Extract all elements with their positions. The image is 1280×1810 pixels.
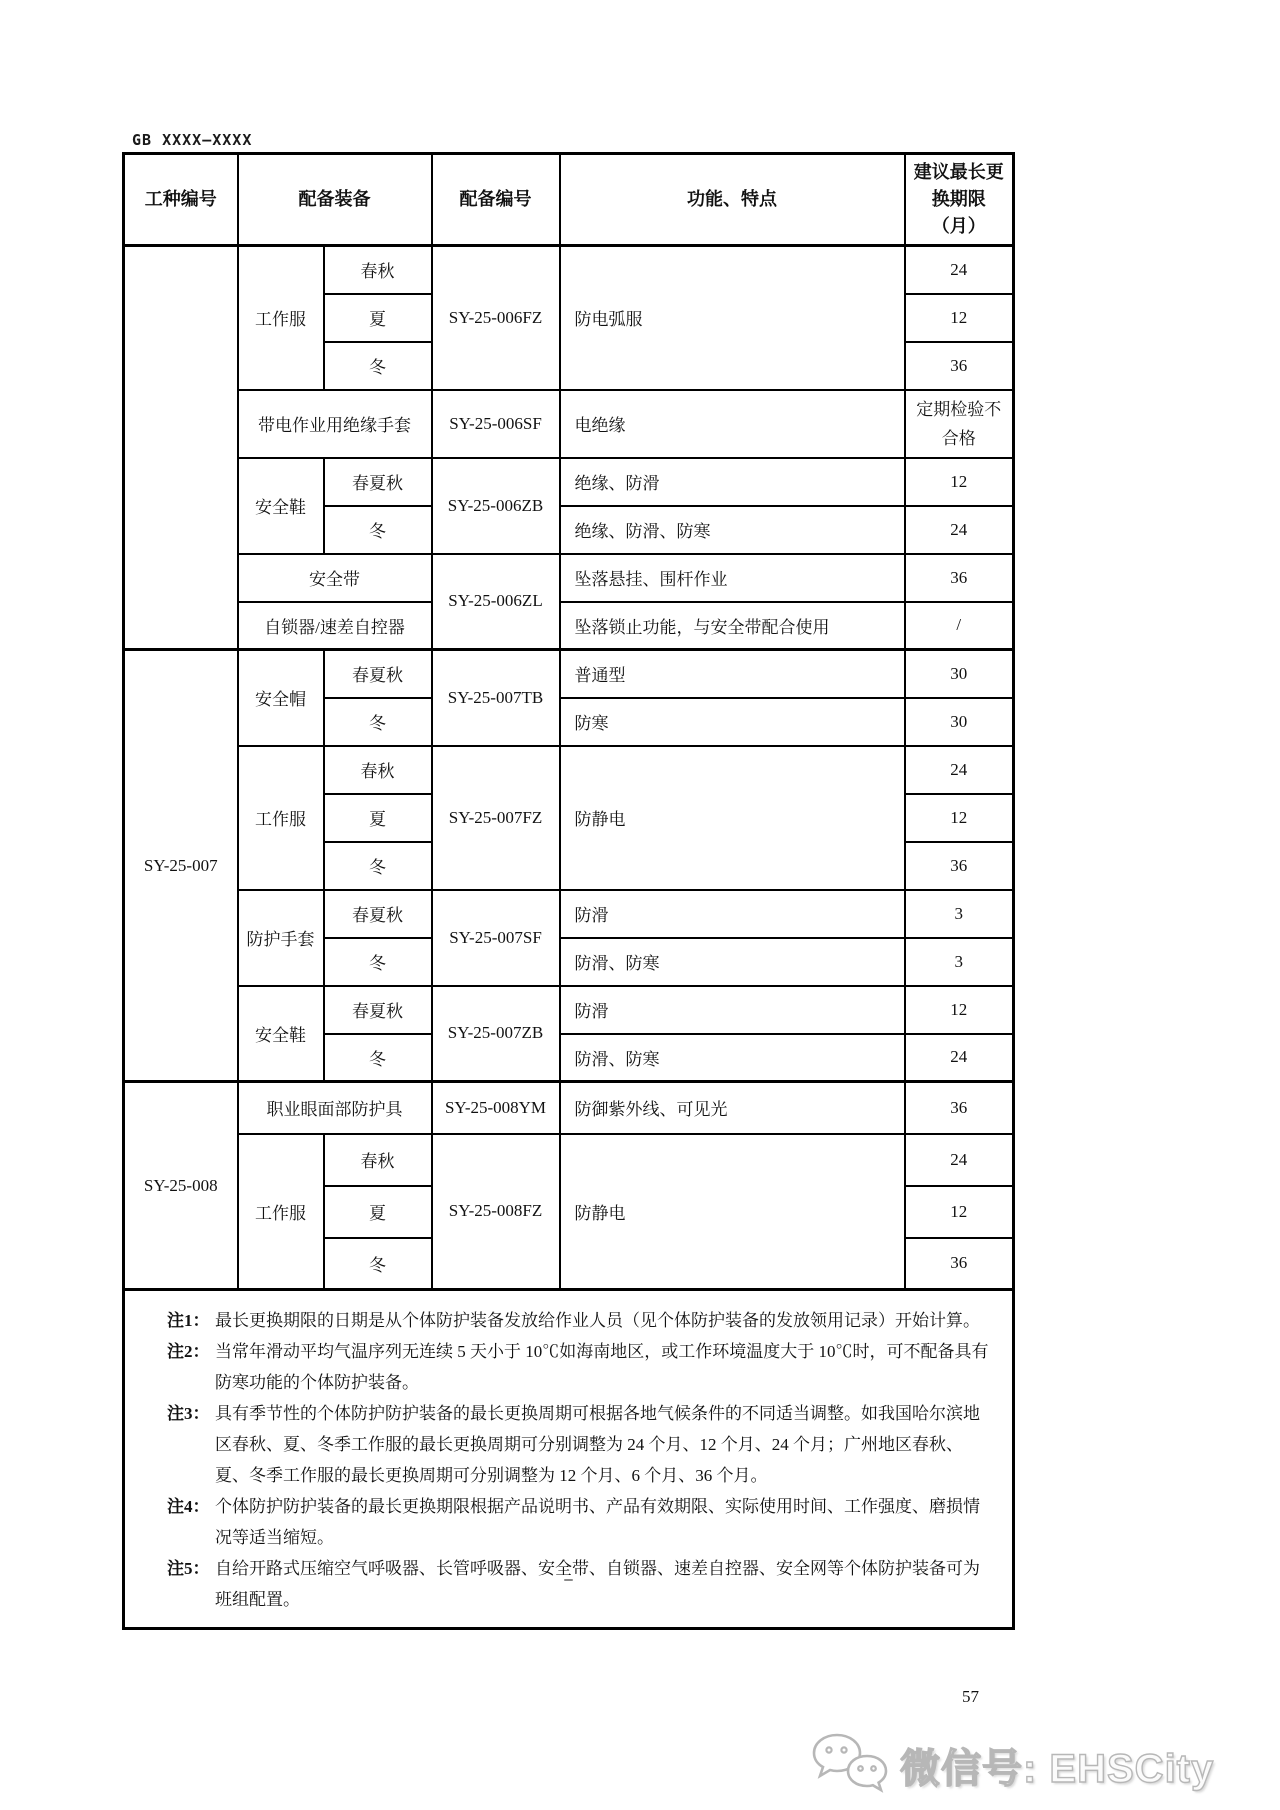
col-header-equipment-code: 配备编号 bbox=[432, 154, 560, 246]
work-code-cell bbox=[124, 246, 238, 650]
period-cell: 24 bbox=[905, 506, 1014, 554]
period-cell: 12 bbox=[905, 294, 1014, 342]
equipment-cell: 工作服 bbox=[238, 746, 324, 890]
period-cell: 36 bbox=[905, 842, 1014, 890]
col-header-features: 功能、特点 bbox=[560, 154, 905, 246]
period-cell: 36 bbox=[905, 342, 1014, 390]
season-cell: 冬 bbox=[324, 506, 432, 554]
season-cell: 冬 bbox=[324, 1034, 432, 1082]
period-cell: / bbox=[905, 602, 1014, 650]
season-cell: 冬 bbox=[324, 698, 432, 746]
equipment-cell: 安全带 bbox=[238, 554, 432, 602]
equipment-code-cell: SY-25-006ZL bbox=[432, 554, 560, 650]
features-cell: 绝缘、防滑、防寒 bbox=[560, 506, 905, 554]
period-cell: 36 bbox=[905, 554, 1014, 602]
table-row bbox=[124, 986, 1014, 1034]
equipment-code-cell: SY-25-007TB bbox=[432, 650, 560, 746]
table-row bbox=[124, 554, 1014, 602]
watermark-text: 微信号: EHSCity bbox=[900, 1747, 1215, 1791]
equipment-code-cell: SY-25-008YM bbox=[432, 1082, 560, 1134]
period-cell: 12 bbox=[905, 458, 1014, 506]
table-row bbox=[124, 1082, 1014, 1134]
period-cell: 36 bbox=[905, 1082, 1014, 1134]
period-cell: 12 bbox=[905, 794, 1014, 842]
equipment-cell: 工作服 bbox=[238, 1134, 324, 1290]
equipment-cell: 带电作业用绝缘手套 bbox=[238, 390, 432, 458]
period-cell: 3 bbox=[905, 890, 1014, 938]
season-cell: 春秋 bbox=[324, 1134, 432, 1186]
period-cell: 30 bbox=[905, 698, 1014, 746]
features-cell: 电绝缘 bbox=[560, 390, 905, 458]
note-1 bbox=[167, 1305, 994, 1336]
period-cell: 3 bbox=[905, 938, 1014, 986]
equipment-cell: 工作服 bbox=[238, 246, 324, 390]
ppe-equipment-table bbox=[122, 152, 1015, 1630]
season-cell: 冬 bbox=[324, 342, 432, 390]
season-cell: 春秋 bbox=[324, 246, 432, 294]
equipment-code-cell: SY-25-006FZ bbox=[432, 246, 560, 390]
note-1-label: 注1： bbox=[167, 1311, 210, 1330]
note-2-label: 注2： bbox=[167, 1342, 210, 1361]
equipment-code-cell: SY-25-007SF bbox=[432, 890, 560, 986]
page-number: 57 bbox=[962, 1687, 979, 1706]
col-header-max-period: 建议最长更换期限（月） bbox=[905, 154, 1014, 246]
period-cell: 24 bbox=[905, 1034, 1014, 1082]
equipment-cell: 安全鞋 bbox=[238, 986, 324, 1082]
table-row bbox=[124, 890, 1014, 938]
col-header-work-code: 工种编号 bbox=[124, 154, 238, 246]
equipment-cell: 安全鞋 bbox=[238, 458, 324, 554]
equipment-code-cell: SY-25-006SF bbox=[432, 390, 560, 458]
season-cell: 春秋 bbox=[324, 746, 432, 794]
season-cell: 冬 bbox=[324, 842, 432, 890]
features-cell: 防滑 bbox=[560, 890, 905, 938]
table-row bbox=[124, 390, 1014, 458]
equipment-cell: 自锁器/速差自控器 bbox=[238, 602, 432, 650]
equipment-code-cell: SY-25-007FZ bbox=[432, 746, 560, 890]
features-cell: 坠落悬挂、围杆作业 bbox=[560, 554, 905, 602]
note-4-text: 个体防护防护装备的最长更换期限根据产品说明书、产品有效期限、实际使用时间、工作强度、磨损情况等适当缩短。 bbox=[215, 1497, 980, 1547]
period-cell: 30 bbox=[905, 650, 1014, 698]
period-cell: 24 bbox=[905, 1134, 1014, 1186]
period-cell: 24 bbox=[905, 246, 1014, 294]
features-cell: 防滑 bbox=[560, 986, 905, 1034]
period-cell: 12 bbox=[905, 1186, 1014, 1238]
season-cell: 春夏秋 bbox=[324, 986, 432, 1034]
scan-artifact bbox=[561, 1578, 577, 1589]
table-header-row bbox=[124, 154, 1014, 246]
note-4-label: 注4： bbox=[167, 1497, 210, 1516]
equipment-cell: 安全帽 bbox=[238, 650, 324, 746]
equipment-cell: 职业眼面部防护具 bbox=[238, 1082, 432, 1134]
table-row bbox=[124, 602, 1014, 650]
period-cell: 24 bbox=[905, 746, 1014, 794]
note-5-text: 自给开路式压缩空气呼吸器、长管呼吸器、安全带、自锁器、速差自控器、安全网等个体防护装备可为班组配置。 bbox=[215, 1559, 980, 1609]
features-cell: 防静电 bbox=[560, 746, 905, 890]
season-cell: 春夏秋 bbox=[324, 890, 432, 938]
season-cell: 冬 bbox=[324, 1238, 432, 1290]
features-cell: 普通型 bbox=[560, 650, 905, 698]
period-cell: 12 bbox=[905, 986, 1014, 1034]
note-3-text: 具有季节性的个体防护防护装备的最长更换周期可根据各地气候条件的不同适当调整。如我国哈尔滨地区春秋、夏、冬季工作服的最长更换周期可分别调整为 24 个月、12 个月、24 个月；广州地区春秋、夏、冬季工作服的最长更换周期可分别调整为 12 个月、6 个月、36 个月。 bbox=[215, 1404, 980, 1485]
note-5-label: 注5： bbox=[167, 1559, 210, 1578]
note-1-text: 最长更换期限的日期是从个体防护装备发放给作业人员（见个体防护装备的发放领用记录）开始计算。 bbox=[215, 1311, 980, 1330]
table-row bbox=[124, 1134, 1014, 1186]
note-3-label: 注3： bbox=[167, 1404, 210, 1423]
features-cell: 防滑、防寒 bbox=[560, 938, 905, 986]
features-cell: 防电弧服 bbox=[560, 246, 905, 390]
wechat-watermark bbox=[810, 1730, 1214, 1801]
work-code-cell: SY-25-008 bbox=[124, 1082, 238, 1290]
standard-code: GB XXXX—XXXX bbox=[132, 131, 253, 149]
table-row bbox=[124, 650, 1014, 698]
season-cell: 冬 bbox=[324, 938, 432, 986]
features-cell: 坠落锁止功能，与安全带配合使用 bbox=[560, 602, 905, 650]
season-cell: 夏 bbox=[324, 794, 432, 842]
season-cell: 春夏秋 bbox=[324, 650, 432, 698]
season-cell: 春夏秋 bbox=[324, 458, 432, 506]
equipment-code-cell: SY-25-008FZ bbox=[432, 1134, 560, 1290]
period-cell: 36 bbox=[905, 1238, 1014, 1290]
note-2 bbox=[167, 1336, 994, 1398]
period-cell: 定期检验不合格 bbox=[905, 390, 1014, 458]
note-5 bbox=[167, 1553, 994, 1615]
table-row bbox=[124, 458, 1014, 506]
features-cell: 绝缘、防滑 bbox=[560, 458, 905, 506]
table-row bbox=[124, 746, 1014, 794]
features-cell: 防静电 bbox=[560, 1134, 905, 1290]
note-4 bbox=[167, 1491, 994, 1553]
equipment-code-cell: SY-25-007ZB bbox=[432, 986, 560, 1082]
equipment-code-cell: SY-25-006ZB bbox=[432, 458, 560, 554]
note-2-text: 当常年滑动平均气温序列无连续 5 天小于 10℃如海南地区，或工作环境温度大于 10℃时，可不配备具有防寒功能的个体防护装备。 bbox=[215, 1342, 989, 1392]
season-cell: 夏 bbox=[324, 1186, 432, 1238]
col-header-equipment: 配备装备 bbox=[238, 154, 432, 246]
note-3 bbox=[167, 1398, 994, 1491]
features-cell: 防寒 bbox=[560, 698, 905, 746]
wechat-icon bbox=[810, 1730, 890, 1801]
work-code-cell: SY-25-007 bbox=[124, 650, 238, 1082]
features-cell: 防御紫外线、可见光 bbox=[560, 1082, 905, 1134]
features-cell: 防滑、防寒 bbox=[560, 1034, 905, 1082]
season-cell: 夏 bbox=[324, 294, 432, 342]
table-row bbox=[124, 246, 1014, 294]
equipment-cell: 防护手套 bbox=[238, 890, 324, 986]
